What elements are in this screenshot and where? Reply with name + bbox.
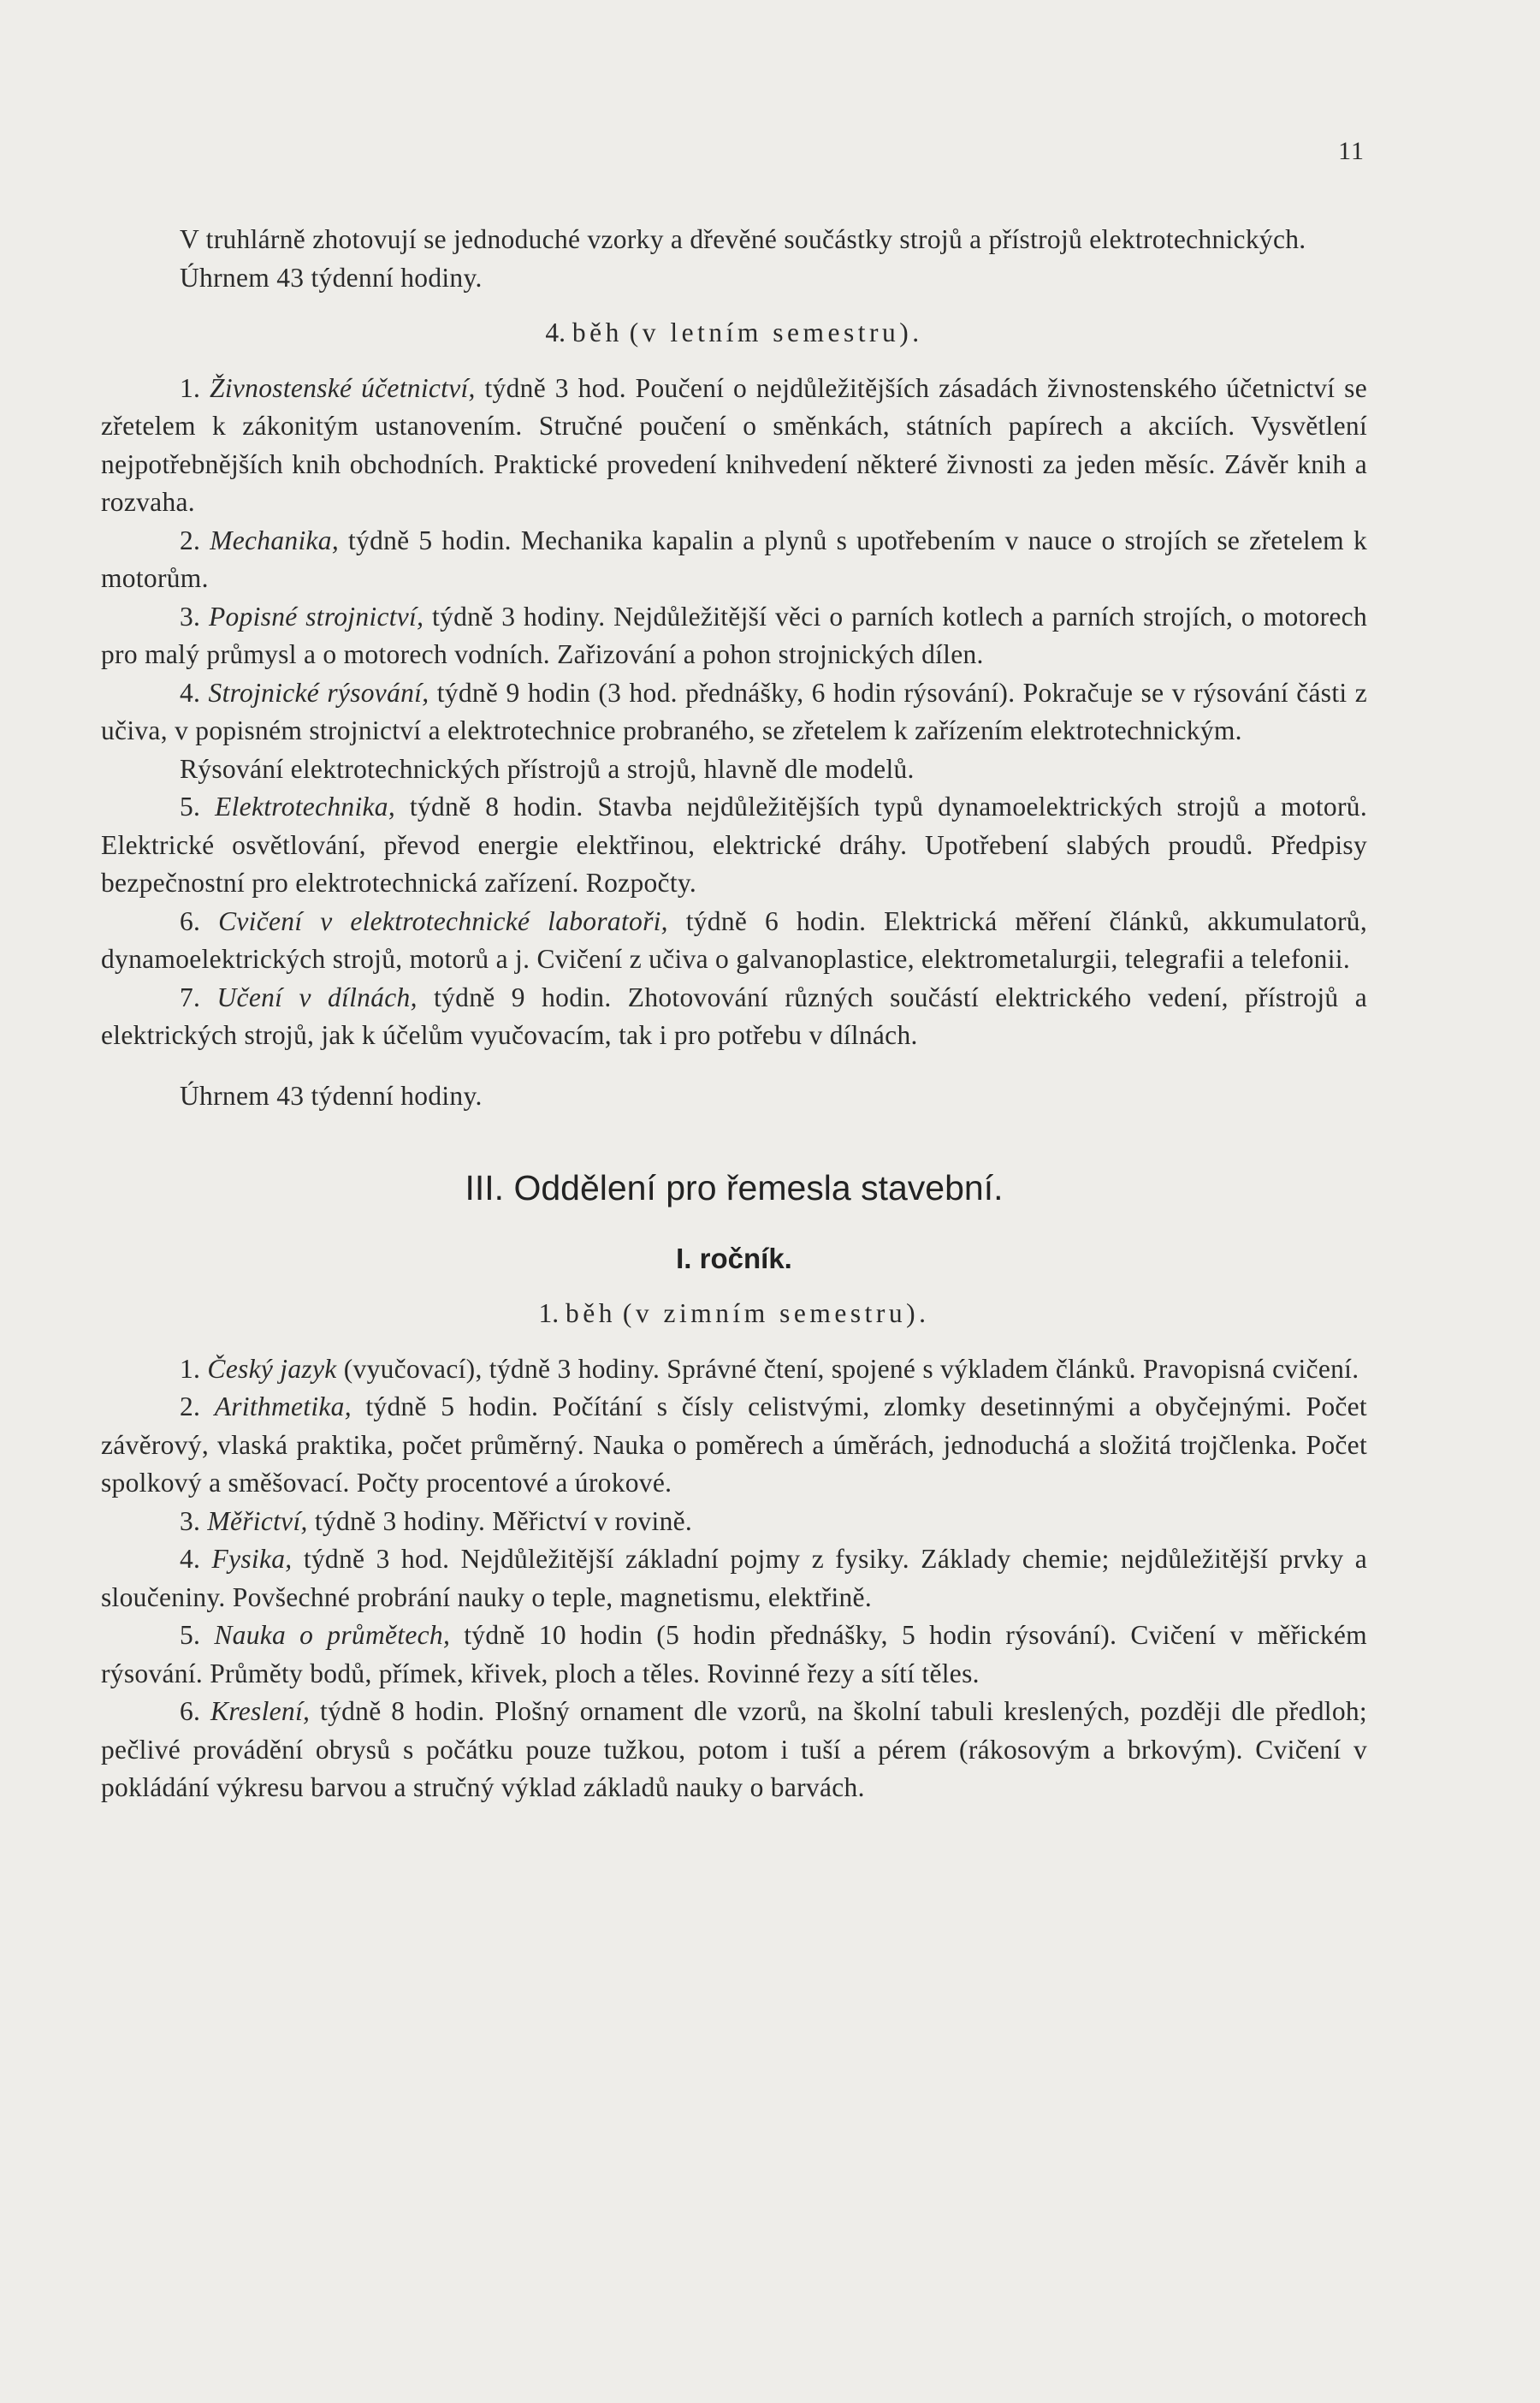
intro-paragraph: V truhlárně zhotovují se jednoduché vzorky a dřevěné součástky strojů a přístrojů elektrotechnických. [180,224,1306,254]
item-text: týdně 3 hodiny. Nejdůležitější věci o parních kotlech a parních strojích, o motorech pro malý průmysl a o motorech vodních. Zařizování a pohon strojnických dílen. [101,601,1367,669]
item-text: týdně 9 hodin. Zhotovování různých součástí elektrického vedení, přístrojů a elektrických strojů, jak k účelům vyučovacím, tak i pro potřebu v dílnách. [101,982,1367,1050]
item-text: týdně 10 hodin (5 hodin přednášky, 5 hodin rýsování). Cvičení v měřickém rýsování. Průměty bodů, přímek, křivek, ploch a těles. Rovinné řezy a sítí těles. [101,1620,1367,1688]
list-item-continuation [101,751,1367,789]
semester-number: 1. [538,1298,560,1328]
item-text: týdně 9 hodin (3 hod. přednášky, 6 hodin rýsování). Pokračuje se v rýsování části z učiva, v popisném strojnictví a elektrotechnice probraného, se zřetelem k zařízením elektrotechnickým. [101,677,1367,745]
item-subject: Učení v dílnách, [216,982,418,1012]
list-item [101,370,1367,522]
summer-total: Úhrnem 43 týdenní hodiny. [180,1080,483,1111]
list-item [101,1617,1367,1693]
semester-label: (v zimním semestru). [622,1298,930,1328]
semester-word: běh [572,317,623,347]
item-subject: Nauka o průmětech, [214,1620,451,1650]
item-text: týdně 6 hodin. Elektrická měření článků, akkumulatorů, dynamoelektrických strojů, motorů a j. Cvičení z učiva o galvanoplastice, elektrometalurgii, telegrafii a telefonii. [101,905,1367,974]
item-number: 1. [180,1353,201,1384]
item-text: týdně 8 hodin. Stavba nejdůležitějších typů dynamoelektrických strojů a motorů. Elektrické osvětlování, převod energie elektřinou, elektrické dráhy. Upotřebení slabých proudů. Předpisy bezpečnostní pro elektrotechnická zařízení. Rozpočty. [101,792,1367,898]
list-item [101,1350,1367,1389]
list-item [101,1503,1367,1541]
list-item [101,674,1367,751]
item-number: 4. [180,1544,201,1574]
winter-course-list [101,1350,1367,1807]
item-subject: Strojnické rýsování, [208,677,429,708]
list-item [101,1540,1367,1617]
item-subject: Popisné strojnictví, [208,601,424,632]
list-item [101,598,1367,674]
text-column [101,221,1367,1807]
summer-course-list [101,370,1367,1055]
item-number: 3. [180,1505,201,1536]
semester-number: 4. [545,317,566,347]
page-number: 11 [1338,137,1365,165]
year-heading: I. ročník. [676,1243,792,1274]
item-subject: Arithmetika, [214,1391,352,1421]
list-item [101,522,1367,598]
list-item [101,1693,1367,1807]
item-subject: Elektrotechnika, [215,792,396,822]
item-text: (vyučovací), týdně 3 hodiny. Správné čtení, spojené s výkladem článků. Pravopisná cvičení. [343,1353,1359,1384]
item-subject: Fysika, [211,1544,293,1574]
item-number: 5. [180,792,201,822]
item-text: týdně 3 hod. Poučení o nejdůležitějších zásadách živnostenského účetnictví se zřetelem k zákonitým ustanovením. Stručné poučení o směnkách, státních papírech a akciích. Vysvětlení nejpotřebnějších knih obchodních. Praktické provedení knihvedení některé živnosti za jeden měsíc. Závěr knih a rozvaha. [101,372,1367,517]
semester-heading-summer [101,314,1367,353]
list-item [101,903,1367,979]
item-subject: Český jazyk [207,1353,337,1384]
item-text: týdně 8 hodin. Plošný ornament dle vzorů, na školní tabuli kreslených, později dle předloh; pečlivé provádění obrysů s počátku pouze tužkou, potom i tuší a pérem (rákosovým a brkovým). Cvičení v pokládání výkresu barvou a stručný výklad základů nauky o barvách. [101,1696,1367,1802]
item-subject: Živnostenské účetnictví, [210,372,476,403]
item-number: 1. [180,372,201,403]
item-number: 6. [180,905,201,936]
item-number: 6. [180,1696,201,1726]
item-subject: Mechanika, [210,525,340,555]
item-number: 2. [180,525,201,555]
item-number: 5. [180,1620,201,1650]
item-number: 4. [180,677,201,708]
department-heading: III. Oddělení pro řemesla stavební. [465,1168,1004,1207]
semester-word: běh [566,1298,617,1328]
item-text: Rýsování elektrotechnických přístrojů a strojů, hlavně dle modelů. [180,753,915,784]
item-number: 2. [180,1391,201,1421]
item-text: týdně 5 hodin. Počítání s čísly celistvými, zlomky desetinnými a obyčejnými. Počet závěrový, vlaská praktika, počet průměrný. Nauka o poměrech a úměrách, jednoduchá a složitá trojčlenka. Počet spolkový a směšovací. Počty procentové a úrokové. [101,1391,1367,1498]
semester-label: (v letním semestru). [629,317,923,347]
intro-total: Úhrnem 43 týdenní hodiny. [180,262,483,293]
list-item [101,979,1367,1055]
list-item [101,1388,1367,1503]
item-text: týdně 5 hodin. Mechanika kapalin a plynů s upotřebením v nauce o strojích se zřetelem k motorům. [101,525,1367,593]
list-item [101,788,1367,903]
item-number: 7. [180,982,201,1012]
semester-heading-winter [101,1295,1367,1333]
item-number: 3. [180,601,201,632]
item-text: týdně 3 hodiny. Měřictví v rovině. [314,1505,693,1536]
item-subject: Kreslení, [210,1696,311,1726]
item-subject: Cvičení v elektrotechnické laboratoři, [218,905,668,936]
item-text: týdně 3 hod. Nejdůležitější základní pojmy z fysiky. Základy chemie; nejdůležitější prvky a sloučeniny. Povšechné probrání nauky o teple, magnetismu, elektřině. [101,1544,1367,1612]
item-subject: Měřictví, [207,1505,308,1536]
